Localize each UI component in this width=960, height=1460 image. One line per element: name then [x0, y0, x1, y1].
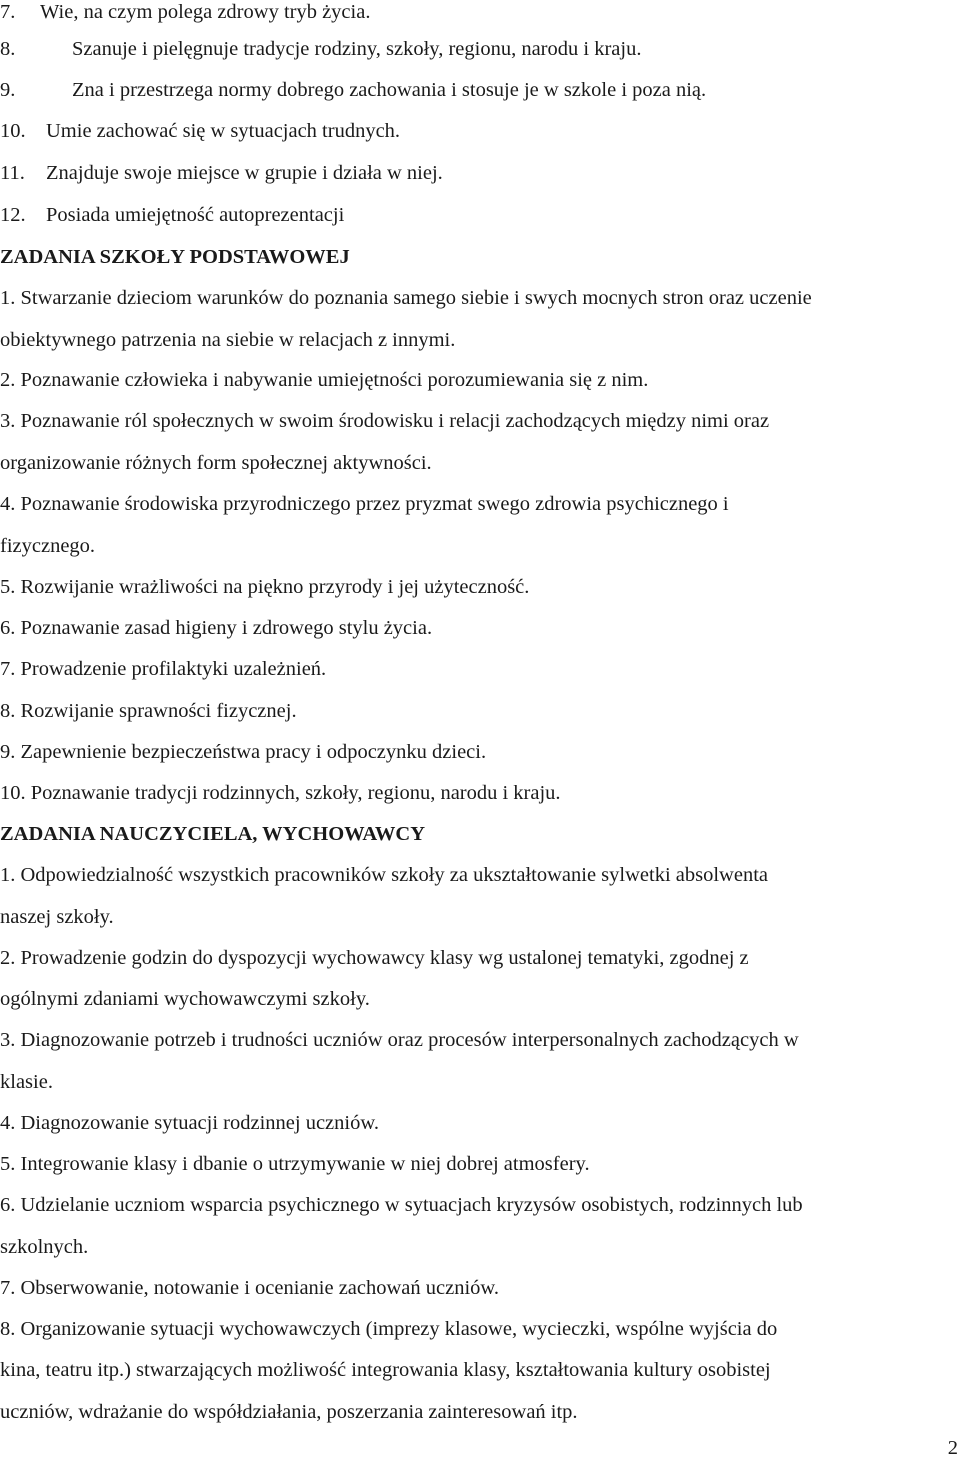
paragraph-line: 7. Prowadzenie profilaktyki uzależnień. — [0, 658, 327, 680]
list-item — [0, 119, 400, 143]
list-item-text: Znajduje swoje miejsce w grupie i działa w niej. — [46, 162, 443, 184]
list-item-number: 12. — [0, 204, 26, 226]
paragraph-line: 6. Poznawanie zasad higieny i zdrowego stylu życia. — [0, 617, 433, 639]
list-item-text: Wie, na czym polega zdrowy tryb życia. — [40, 1, 371, 23]
list-item-number: 11. — [0, 162, 25, 184]
paragraph-line: 1. Stwarzanie dzieciom warunków do poznania samego siebie i swych mocnych stron oraz uczenie — [0, 287, 812, 309]
paragraph-line: 3. Poznawanie ról społecznych w swoim środowisku i relacji zachodzących między nimi oraz — [0, 410, 770, 432]
paragraph-line: organizowanie różnych form społecznej aktywności. — [0, 452, 432, 474]
paragraph-line: 6. Udzielanie uczniom wsparcia psychicznego w sytuacjach kryzysów osobistych, rodzinnych lub — [0, 1194, 803, 1216]
paragraph-line: 8. Rozwijanie sprawności fizycznej. — [0, 700, 297, 722]
paragraph-line: 2. Poznawanie człowieka i nabywanie umiejętności porozumiewania się z nim. — [0, 369, 649, 391]
list-item-text: Umie zachować się w sytuacjach trudnych. — [46, 120, 401, 142]
paragraph-line: fizycznego. — [0, 535, 96, 557]
paragraph-line: 4. Diagnozowanie sytuacji rodzinnej uczniów. — [0, 1112, 379, 1134]
paragraph-line: uczniów, wdrażanie do współdziałania, poszerzania zainteresowań itp. — [0, 1401, 578, 1423]
list-item — [0, 161, 443, 185]
paragraph-line: 8. Organizowanie sytuacji wychowawczych (imprezy klasowe, wycieczki, wspólne wyjścia do — [0, 1318, 778, 1340]
paragraph-line: 1. Odpowiedzialność wszystkich pracowników szkoły za ukształtowanie sylwetki absolwenta — [0, 864, 768, 886]
paragraph-line: 2. Prowadzenie godzin do dyspozycji wychowawcy klasy wg ustalonej tematyki, zgodnej z — [0, 947, 749, 969]
paragraph-line: kina, teatru itp.) stwarzających możliwość integrowania klasy, kształtowania kultury osobistej — [0, 1359, 771, 1381]
list-item-number: 8. — [0, 38, 16, 60]
section-heading: ZADANIA SZKOŁY PODSTAWOWEJ — [0, 246, 350, 268]
list-item — [0, 203, 344, 227]
paragraph-line: obiektywnego patrzenia na siebie w relacjach z innymi. — [0, 329, 456, 351]
list-item-number: 9. — [0, 79, 16, 101]
list-item-text: Posiada umiejętność autoprezentacji — [46, 204, 345, 226]
paragraph-line: 10. Poznawanie tradycji rodzinnych, szkoły, regionu, narodu i kraju. — [0, 782, 561, 804]
page-number: 2 — [947, 1437, 958, 1459]
list-item-number: 10. — [0, 120, 26, 142]
list-item — [0, 0, 370, 24]
paragraph-line: 7. Obserwowanie, notowanie i ocenianie zachowań uczniów. — [0, 1277, 500, 1299]
list-item-number: 7. — [0, 1, 16, 23]
paragraph-line: 5. Rozwijanie wrażliwości na piękno przyrody i jej użyteczność. — [0, 576, 530, 598]
list-item — [0, 37, 641, 61]
paragraph-line: 3. Diagnozowanie potrzeb i trudności uczniów oraz procesów interpersonalnych zachodzących w — [0, 1029, 799, 1051]
paragraph-line: 4. Poznawanie środowiska przyrodniczego przez pryzmat swego zdrowia psychicznego i — [0, 493, 729, 515]
list-item — [0, 78, 706, 102]
paragraph-line: 9. Zapewnienie bezpieczeństwa pracy i odpoczynku dzieci. — [0, 741, 487, 763]
list-item-text: Szanuje i pielęgnuje tradycje rodziny, szkoły, regionu, narodu i kraju. — [72, 38, 642, 60]
paragraph-line: 5. Integrowanie klasy i dbanie o utrzymywanie w niej dobrej atmosfery. — [0, 1153, 590, 1175]
paragraph-line: naszej szkoły. — [0, 906, 114, 928]
paragraph-line: klasie. — [0, 1071, 53, 1093]
paragraph-line: ogólnymi zdaniami wychowawczymi szkoły. — [0, 988, 370, 1010]
paragraph-line: szkolnych. — [0, 1236, 89, 1258]
section-heading: ZADANIA NAUCZYCIELA, WYCHOWAWCY — [0, 823, 426, 845]
list-item-text: Zna i przestrzega normy dobrego zachowania i stosuje je w szkole i poza nią. — [72, 79, 707, 101]
